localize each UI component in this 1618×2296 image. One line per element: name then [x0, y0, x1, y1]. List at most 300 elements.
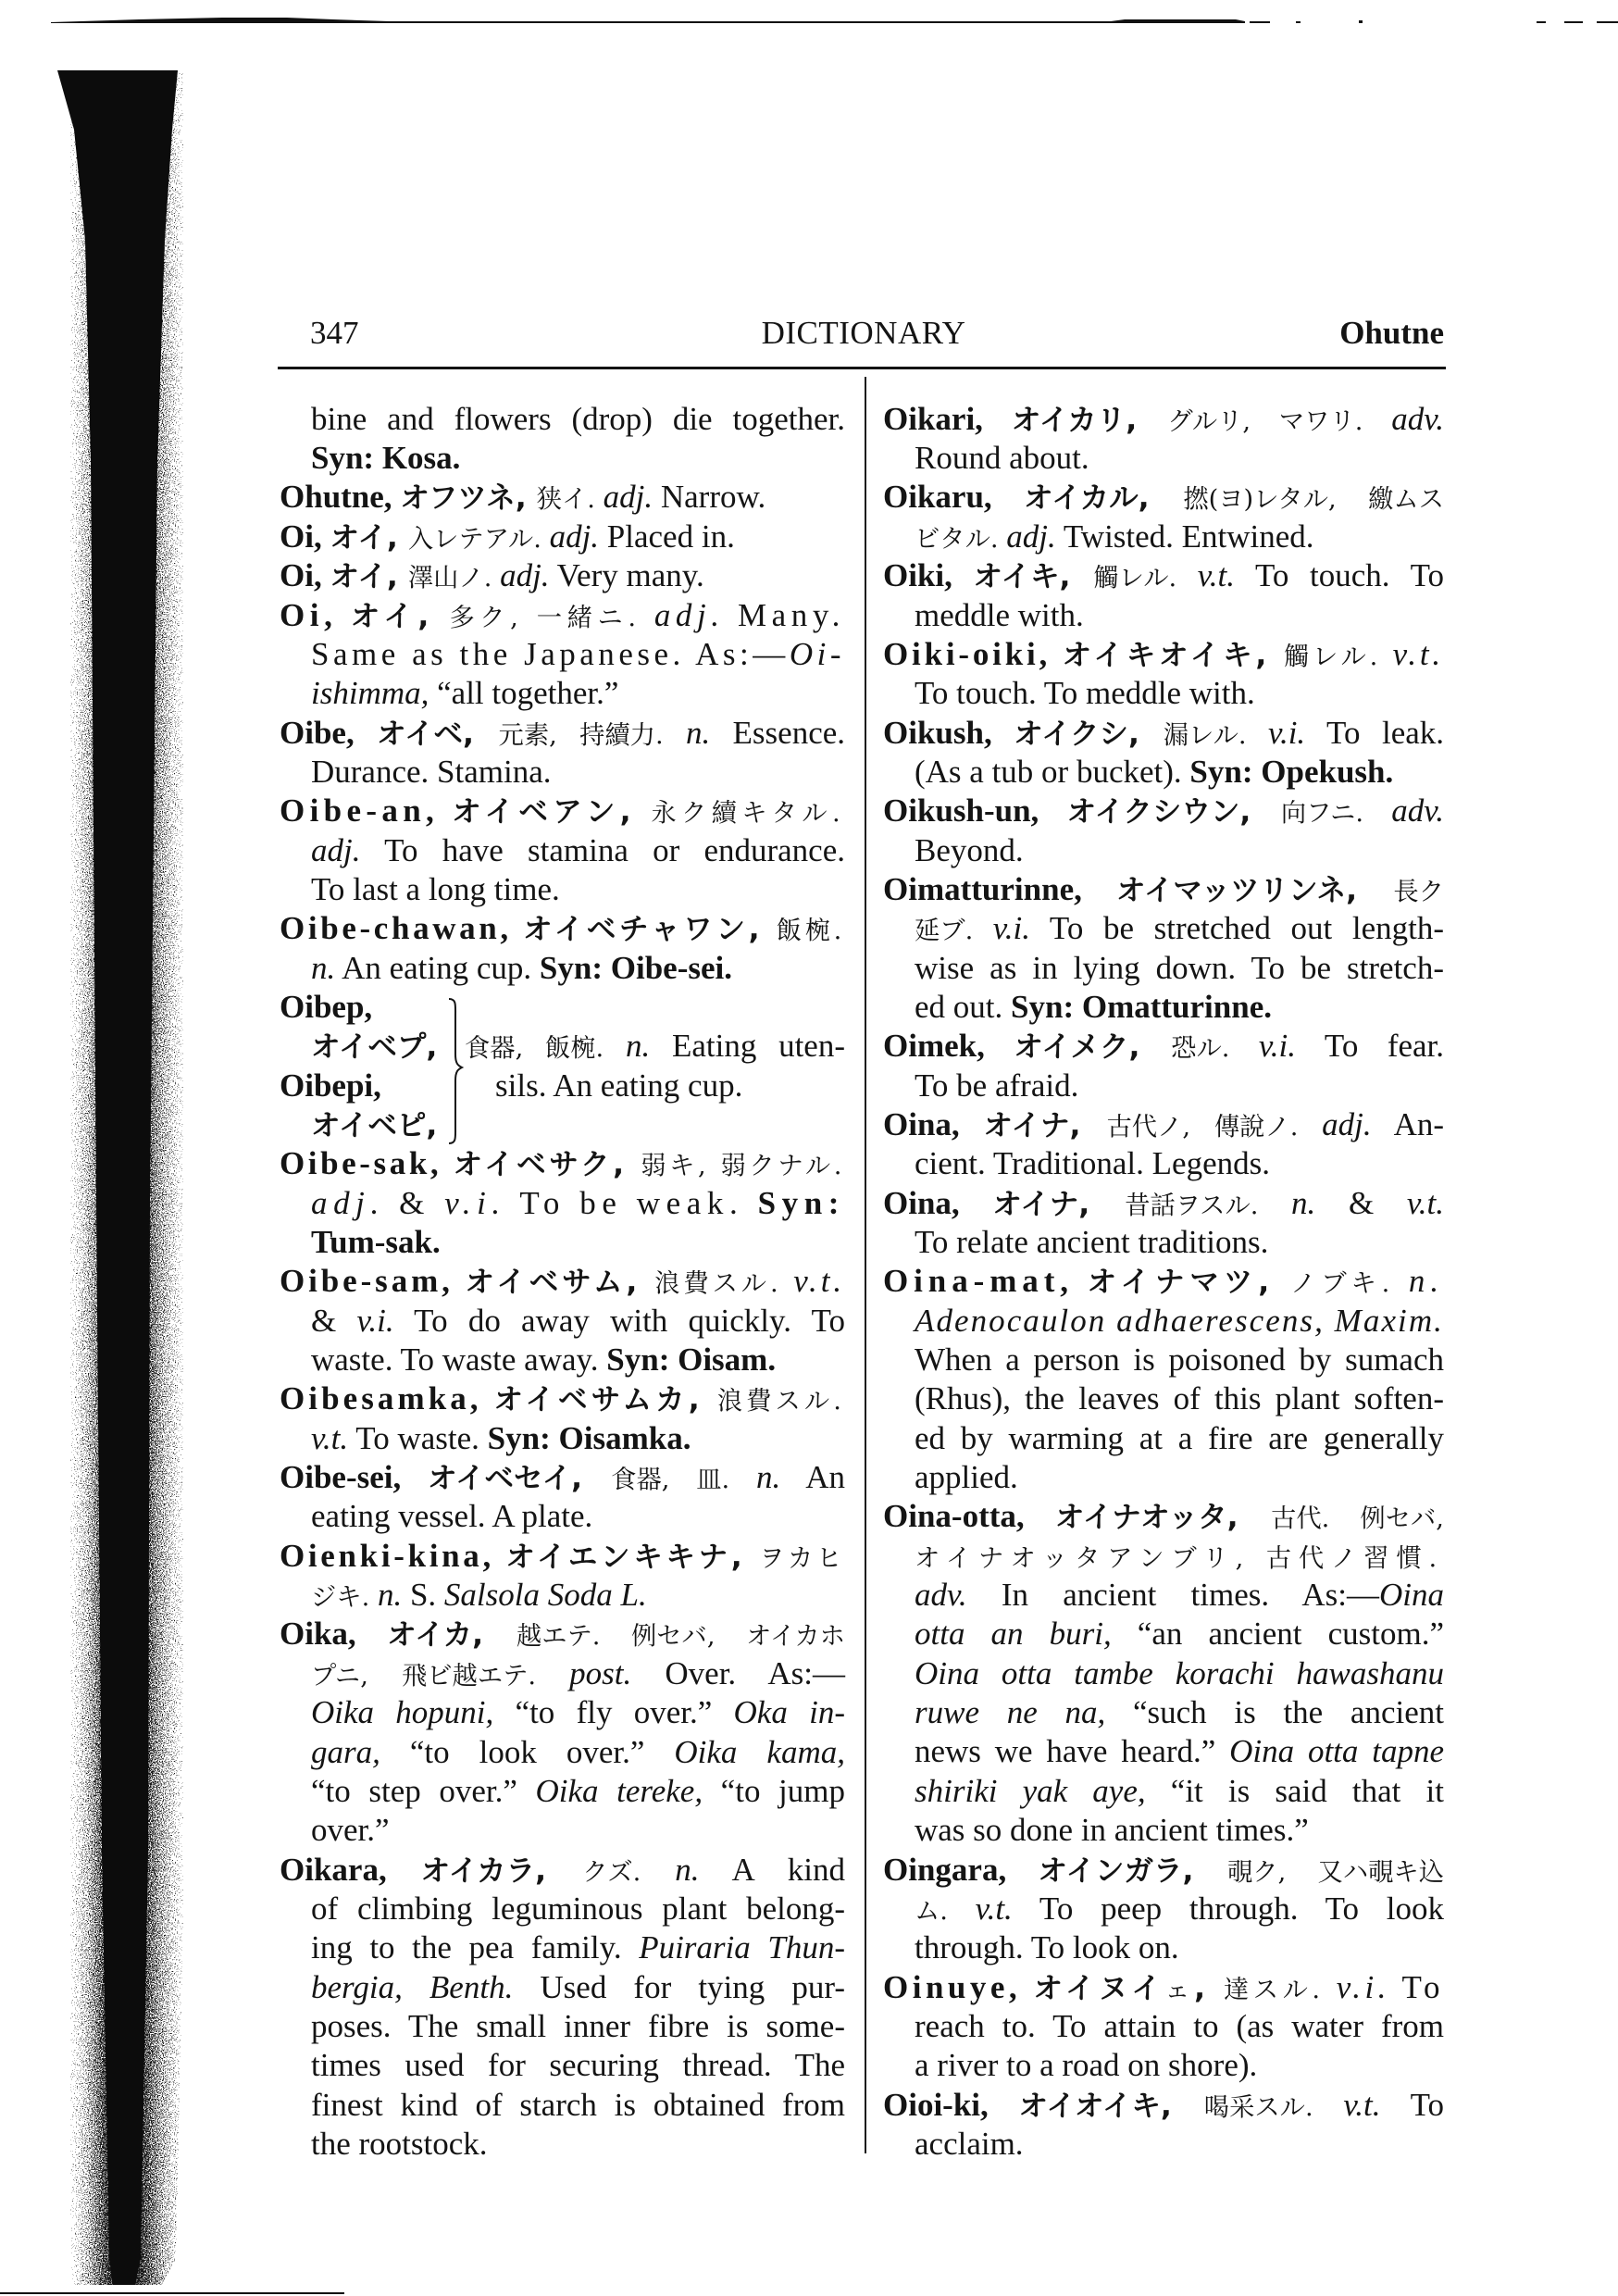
headword: Oi,	[280, 557, 330, 594]
definition-text: “an ancient custom.”	[1111, 1616, 1444, 1653]
italic-term: post.	[569, 1654, 632, 1691]
italic-term: Adenocaulon adhaerescens, Maxim.	[915, 1302, 1444, 1339]
japanese-gloss: クズ.	[582, 1857, 676, 1887]
italic-term: adv.	[1391, 792, 1444, 830]
line-content	[311, 870, 560, 909]
italic-term: n.	[1408, 1263, 1444, 1300]
text-line	[280, 1851, 845, 1890]
japanese-gloss: 浪費スル.	[716, 1387, 845, 1416]
italic-term: Oi-	[789, 635, 846, 672]
headword-kana: オイベセイ,	[428, 1462, 612, 1496]
headword: Oingara,	[883, 1851, 1039, 1888]
dictionary-entry	[280, 1144, 845, 1262]
headword: Oibe-chawan,	[280, 910, 524, 947]
text-line	[465, 1067, 845, 1105]
definition-text: An eating cup.	[335, 949, 540, 986]
definition-text: In ancient times. As:—	[966, 1577, 1379, 1614]
headword-kana: オイメク,	[1014, 1030, 1172, 1065]
japanese-gloss: 入レテアル.	[407, 524, 550, 554]
synonym: Syn: Kosa.	[311, 440, 461, 477]
headword-kana: オイキ,	[973, 560, 1094, 594]
italic-term: n.	[377, 1577, 403, 1614]
line-content	[280, 1067, 381, 1105]
line-content	[280, 1458, 845, 1500]
grouped-headwords	[280, 988, 465, 1144]
italic-term: Oika hopuni,	[311, 1694, 494, 1731]
headword-kana: オイベサム,	[465, 1266, 655, 1300]
definition-text: “to step over.”	[311, 1772, 536, 1809]
dictionary-entry	[883, 556, 1444, 635]
line-content	[915, 831, 1024, 870]
italic-term: v.t.	[311, 1419, 349, 1456]
right-brace-icon	[447, 997, 464, 1145]
dictionary-entry	[883, 792, 1444, 870]
line-content	[311, 2125, 488, 2164]
definition-text: An-	[1371, 1105, 1445, 1142]
italic-term: adj.	[1322, 1105, 1372, 1142]
line-content	[465, 1027, 845, 1068]
line-content	[915, 753, 1393, 792]
headword-kana: オイナオッタ,	[1054, 1501, 1272, 1535]
headword: Oikara,	[280, 1851, 421, 1888]
text-line	[280, 1105, 465, 1144]
text-line	[280, 439, 845, 478]
japanese-gloss: 弱キ, 弱クナル.	[641, 1152, 845, 1181]
italic-term: n.	[756, 1459, 781, 1496]
japanese-gloss: 喝采スル.	[1203, 2092, 1344, 2122]
text-line	[280, 596, 845, 635]
headword-kana: オイナ,	[983, 1108, 1107, 1142]
definition-text: “such is the ancient	[1105, 1694, 1444, 1731]
italic-term: v.i.	[356, 1302, 394, 1339]
text-line	[280, 1379, 845, 1418]
line-content	[311, 1733, 845, 1772]
text-line	[883, 1693, 1444, 1732]
continued-entry	[280, 400, 845, 479]
text-line	[883, 1223, 1444, 1262]
text-line	[280, 1654, 845, 1693]
line-content	[280, 1615, 845, 1656]
definition-text: A kind	[699, 1851, 845, 1888]
line-content	[280, 792, 845, 833]
text-line	[280, 518, 845, 556]
text-line	[280, 1615, 845, 1653]
italic-term: Oina	[1379, 1577, 1444, 1614]
line-content	[311, 1772, 845, 1811]
definition-text: (Rhus), the leaves of this plant soften-	[915, 1380, 1444, 1417]
definition-text: Durance. Stamina.	[311, 753, 552, 790]
italic-term: adj.	[311, 831, 361, 868]
italic-term: n.	[311, 949, 336, 986]
headword: Oikaru,	[883, 479, 1025, 516]
headword-kana: オイベ,	[377, 717, 499, 751]
headword: Oibe-sam,	[280, 1263, 466, 1300]
japanese-gloss: 恐ル.	[1171, 1034, 1259, 1064]
line-content	[883, 1968, 1444, 2010]
japanese-gloss: 觸レル.	[1093, 564, 1198, 593]
headword: Oina,	[883, 1184, 993, 1221]
japanese-gloss: 飯椀.	[776, 917, 845, 946]
line-content	[311, 1890, 845, 1928]
text-line	[883, 1615, 1444, 1653]
guide-word: Ohutne	[1339, 315, 1444, 351]
headword-kana: オフツネ,	[400, 481, 537, 516]
dictionary-entry	[883, 1851, 1444, 1968]
headword-kana: オイカラ,	[420, 1853, 583, 1888]
text-line	[280, 1928, 845, 1967]
right-column	[883, 400, 1444, 2164]
text-line	[280, 753, 845, 792]
dictionary-entry	[883, 635, 1444, 714]
line-content	[883, 478, 1444, 519]
line-content	[883, 870, 1444, 912]
headword: Oibe-an,	[280, 792, 453, 830]
definition-text: To be stretched out length-	[1029, 910, 1444, 947]
definition-text: To touch. To meddle with.	[915, 675, 1255, 712]
definition-text: ed out.	[915, 988, 1012, 1025]
italic-term: gara,	[311, 1733, 380, 1770]
headword: Oibesamka,	[280, 1380, 494, 1417]
japanese-gloss: 多ク, 一緒ニ.	[449, 603, 654, 632]
synonym: Syn: Opekush.	[1189, 753, 1394, 790]
italic-term: shiriki yak aye,	[915, 1772, 1146, 1809]
dictionary-entry	[883, 1262, 1444, 1497]
italic-term: ruwe ne na,	[915, 1694, 1106, 1731]
line-content	[915, 1576, 1444, 1615]
dictionary-entry	[883, 1027, 1444, 1105]
italic-term: Oina otta tapne	[1229, 1733, 1444, 1770]
japanese-gloss: ェ	[1164, 1975, 1195, 2004]
headword: Oiki-oiki,	[883, 635, 1063, 672]
line-content	[883, 400, 1444, 442]
headword-kana: オイキオイキ,	[1062, 638, 1284, 672]
text-line	[883, 439, 1444, 478]
headword: Oina-otta,	[883, 1498, 1055, 1535]
text-line	[280, 870, 845, 909]
line-content	[915, 1811, 1309, 1850]
japanese-gloss: グルリ, マワリ.	[1167, 406, 1392, 436]
page-number: 347	[310, 315, 359, 351]
japanese-gloss: 越エテ. 例セバ, オイカホ	[516, 1622, 845, 1652]
text-line	[883, 909, 1444, 948]
japanese-gloss: 漏レル.	[1163, 720, 1269, 750]
text-line	[280, 949, 845, 988]
definition-text: &	[311, 1302, 357, 1339]
line-content	[915, 909, 1444, 951]
line-content	[280, 1262, 845, 1304]
text-line	[280, 1419, 845, 1458]
text-line	[883, 478, 1444, 517]
dictionary-entry	[280, 518, 845, 556]
headword: Oibe,	[280, 714, 378, 751]
italic-term: Salsola Soda L.	[443, 1577, 647, 1614]
dictionary-entry	[883, 1105, 1444, 1184]
line-content	[280, 1851, 845, 1892]
definition-text: Many.	[724, 596, 845, 633]
japanese-gloss: 浪費スル.	[654, 1269, 794, 1299]
running-head-title: DICTIONARY	[761, 315, 966, 351]
text-line	[883, 635, 1444, 674]
text-line	[280, 714, 845, 753]
definition-text: Same as the Japanese. As:—	[311, 635, 790, 672]
text-line	[280, 831, 845, 870]
text-line	[883, 1419, 1444, 1458]
definition-text: was so done in ancient times.”	[915, 1812, 1309, 1849]
text-line	[883, 1144, 1444, 1183]
italic-term: n.	[675, 1851, 700, 1888]
headword-kana: オイベアン,	[452, 795, 652, 830]
headword: Oikush,	[883, 714, 1014, 751]
line-content	[311, 1184, 845, 1223]
headword-kana: オイ,	[330, 520, 408, 555]
text-line	[883, 1458, 1444, 1497]
line-content	[915, 518, 1314, 559]
headword-kana: オイオイキ,	[1018, 2089, 1204, 2123]
text-line	[280, 792, 845, 830]
dictionary-entry	[883, 714, 1444, 792]
italic-term: v.i.	[1336, 1968, 1390, 2005]
japanese-gloss: 向フニ.	[1280, 799, 1392, 829]
text-line	[883, 870, 1444, 909]
definition-text: ing to the pea family.	[311, 1929, 640, 1966]
headword: Oienki-kina,	[280, 1537, 506, 1574]
definition-text: ed by warming at a fire are generally	[915, 1419, 1444, 1456]
line-content	[915, 1693, 1444, 1732]
headword: Oioi-ki,	[883, 2086, 1019, 2123]
text-line	[280, 1302, 845, 1341]
japanese-gloss: 撚(ヨ)レタル, 繳ムス	[1183, 485, 1444, 515]
definition-text: over.”	[311, 1812, 390, 1849]
grouped-entry	[280, 988, 845, 1144]
text-line	[280, 909, 845, 948]
text-line	[280, 1576, 845, 1615]
definition-text: (As a tub or bucket).	[915, 753, 1190, 790]
line-content	[311, 1341, 776, 1379]
line-content	[883, 556, 1444, 598]
definition-text: of climbing leguminous plant belong-	[311, 1890, 845, 1927]
bottom-edge-rule	[0, 2292, 344, 2294]
italic-term: Oika tereke,	[535, 1772, 703, 1809]
text-line	[883, 400, 1444, 439]
text-line	[280, 1537, 845, 1576]
headword: Oimek,	[883, 1028, 1014, 1065]
text-line	[280, 1223, 845, 1262]
italic-term: adv.	[915, 1577, 967, 1614]
grouping-brace	[447, 997, 464, 1145]
definition-text: “to fly over.”	[493, 1694, 734, 1731]
text-line	[280, 478, 845, 517]
headword: Oinuye,	[883, 1968, 1034, 2005]
definition-text: Used for tying pur-	[513, 1968, 845, 2005]
italic-term: v.i.	[992, 910, 1030, 947]
line-content	[915, 1419, 1444, 1458]
top-edge-rule	[51, 18, 1618, 23]
definition-text: To	[1380, 2086, 1444, 2123]
text-line	[280, 1733, 845, 1772]
headword: Oina,	[883, 1105, 984, 1142]
text-line	[883, 1262, 1444, 1301]
line-content	[915, 1302, 1444, 1341]
text-line	[280, 1184, 845, 1223]
text-line	[883, 2125, 1444, 2164]
definition-text: “it is said that it	[1145, 1772, 1445, 1809]
italic-term: bergia, Benth.	[311, 1968, 514, 2005]
text-line	[883, 831, 1444, 870]
line-content	[883, 1262, 1444, 1304]
headword-kana: オイナマツ,	[1087, 1266, 1291, 1300]
line-content	[311, 1928, 845, 1967]
text-line	[280, 2046, 845, 2085]
definition-text: Beyond.	[915, 831, 1024, 868]
line-content	[883, 1497, 1444, 1539]
synonym: Syn: Oisamka.	[487, 1419, 691, 1456]
text-line	[883, 1027, 1444, 1066]
italic-term: adj.	[500, 557, 550, 594]
line-content	[311, 1654, 845, 1696]
text-line	[280, 1497, 845, 1536]
grouped-definition	[465, 1027, 845, 1105]
definition-text: “to look over.”	[380, 1733, 675, 1770]
dictionary-entry	[883, 478, 1444, 556]
definition-text: Placed in.	[599, 518, 735, 555]
headword-kana: オインガラ,	[1038, 1853, 1227, 1888]
italic-term: ishimma,	[311, 675, 429, 712]
definition-text: news we have heard.”	[915, 1733, 1230, 1770]
line-content	[280, 988, 372, 1027]
text-line	[280, 1693, 845, 1732]
line-content	[311, 1497, 592, 1536]
headword-kana: オイベピ,	[311, 1108, 438, 1142]
line-content	[311, 674, 618, 713]
line-content	[280, 909, 845, 951]
italic-term: adj.	[549, 518, 600, 555]
definition-text: times used for securing thread. The	[311, 2047, 845, 2084]
line-content	[495, 1067, 742, 1105]
line-content	[311, 753, 552, 792]
text-line	[280, 1968, 845, 2007]
line-content	[311, 2086, 845, 2125]
italic-term: adj.	[653, 596, 725, 633]
line-content	[915, 1772, 1444, 1811]
text-line	[280, 2007, 845, 2046]
text-line	[883, 1341, 1444, 1379]
italic-term: n.	[1291, 1184, 1316, 1221]
line-content	[311, 2007, 845, 2046]
dictionary-entry	[883, 2086, 1444, 2165]
definition-text: To have stamina or endurance.	[360, 831, 845, 868]
text-line	[280, 400, 845, 439]
headword: Oiki,	[883, 557, 974, 594]
definition-text: To waste.	[348, 1419, 488, 1456]
headword: Oibep,	[280, 988, 373, 1025]
line-content	[311, 439, 460, 478]
line-content	[311, 1302, 845, 1341]
definition-text: acclaim.	[915, 2125, 1024, 2162]
headword-kana: オイマッツリンネ,	[1115, 873, 1394, 907]
definition-text: Twisted. Entwined.	[1055, 518, 1314, 555]
definition-text: meddle with.	[915, 596, 1084, 633]
definition-text: &	[384, 1184, 445, 1221]
japanese-gloss: ジキ.	[311, 1583, 378, 1613]
line-content	[280, 556, 704, 598]
italic-term: Puiraria Thun-	[639, 1929, 845, 1966]
headword-kana: オイ,	[330, 560, 408, 594]
definition-text: To do away with quickly. To	[393, 1302, 845, 1339]
text-line	[883, 556, 1444, 595]
japanese-gloss: 觸レル.	[1283, 642, 1393, 671]
line-content	[883, 2086, 1444, 2128]
dictionary-entry	[280, 1851, 845, 2165]
line-content	[311, 1419, 691, 1458]
definition-text: Eating uten-	[650, 1028, 845, 1065]
text-line	[280, 1811, 845, 1850]
line-content	[311, 1027, 437, 1067]
line-content	[311, 1223, 441, 1262]
text-line	[883, 988, 1444, 1027]
dictionary-entry	[280, 556, 845, 595]
dictionary-entry	[280, 1379, 845, 1458]
italic-term: Oina otta tambe korachi hawashanu	[915, 1654, 1444, 1691]
headword-kana: オイベサムカ,	[493, 1383, 717, 1417]
definition-text: waste. To waste away.	[311, 1341, 607, 1379]
line-content	[311, 949, 732, 988]
text-line	[883, 1302, 1444, 1341]
text-line	[280, 1027, 465, 1066]
japanese-gloss: 古代ノ, 傳說ノ.	[1106, 1112, 1323, 1142]
text-line	[883, 518, 1444, 556]
text-line	[280, 635, 845, 674]
line-content	[915, 1654, 1444, 1693]
japanese-gloss: 長ク	[1393, 877, 1445, 906]
text-line	[883, 1067, 1444, 1105]
dictionary-entry	[883, 870, 1444, 1027]
text-line	[280, 1144, 845, 1183]
text-line	[883, 714, 1444, 753]
line-content	[915, 1341, 1444, 1379]
definition-text: To be afraid.	[915, 1067, 1079, 1104]
italic-term: v.t.	[793, 1263, 845, 1300]
headword: Oikush-un,	[883, 792, 1067, 830]
japanese-gloss: 澤山ノ.	[407, 564, 501, 593]
headword: Oimatturinne,	[883, 870, 1116, 907]
text-line	[883, 2046, 1444, 2085]
dictionary-entry	[280, 714, 845, 792]
definition-text: &	[1315, 1184, 1407, 1221]
italic-term: v.t.	[1343, 2086, 1381, 2123]
synonym: Syn: Oibe-sei.	[539, 949, 732, 986]
line-content	[915, 1615, 1444, 1653]
definition-text: An	[780, 1459, 845, 1496]
line-content	[883, 1027, 1444, 1068]
italic-term: v.t.	[1406, 1184, 1444, 1221]
line-content	[883, 635, 1444, 677]
header-rule	[278, 367, 1446, 369]
definition-text: Very many.	[549, 557, 704, 594]
text-line	[883, 2086, 1444, 2125]
binding-shadow	[35, 70, 211, 2285]
line-content	[311, 1576, 647, 1617]
italic-term: adj.	[1006, 518, 1056, 555]
japanese-gloss: 延ブ.	[915, 917, 993, 946]
headword-kana: オイエンキキナ,	[505, 1540, 760, 1574]
headword: Oikari,	[883, 400, 1012, 437]
japanese-gloss: ム.	[915, 1896, 976, 1926]
text-line	[883, 1968, 1444, 2007]
text-line	[883, 1772, 1444, 1811]
headword: Oina-mat,	[883, 1263, 1088, 1300]
dictionary-entry	[883, 400, 1444, 479]
definition-text: To relate ancient traditions.	[915, 1224, 1269, 1261]
